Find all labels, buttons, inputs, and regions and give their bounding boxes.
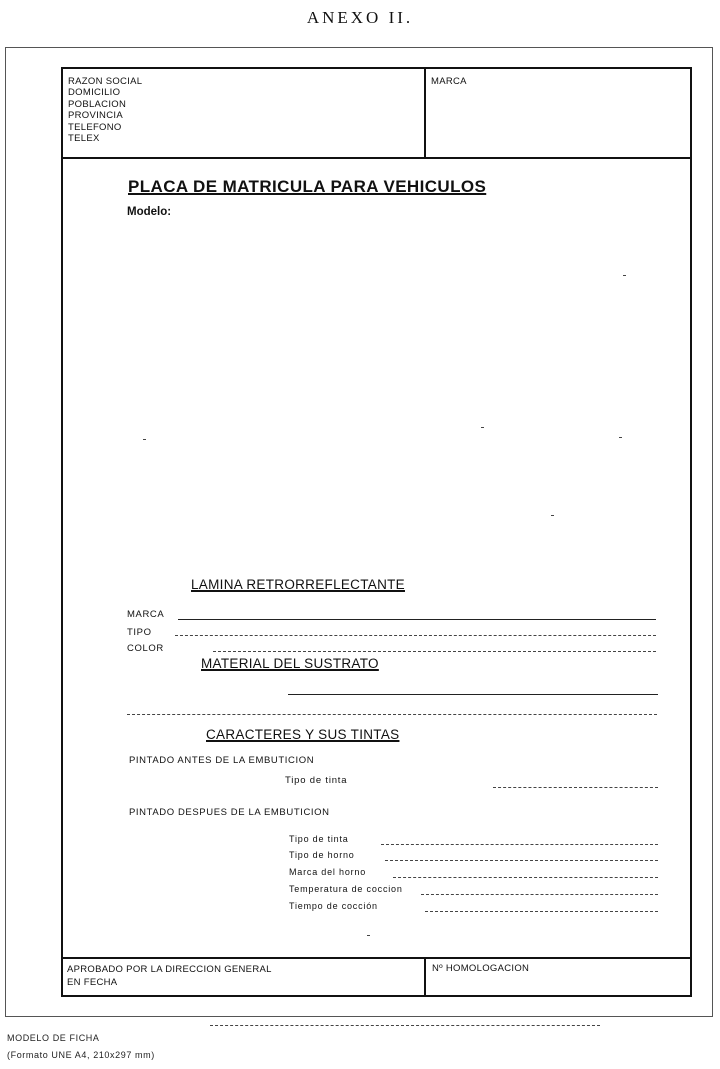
scan-speck [619, 437, 622, 438]
homologation-field: Nº HOMOLOGACION [432, 963, 530, 974]
despues-tipo-tinta-line [381, 844, 658, 845]
field-domicilio: DOMICILIO [68, 87, 121, 99]
company-fields [68, 76, 142, 144]
pintado-despues-label: PINTADO DESPUES DE LA EMBUTICION [129, 807, 330, 818]
antes-tipo-tinta-line [493, 787, 658, 788]
footer-divider [424, 959, 426, 995]
lamina-marca-line [178, 619, 656, 620]
lamina-tipo-line [175, 635, 656, 636]
approval-line-2: EN FECHA [67, 977, 118, 988]
header-divider [424, 69, 426, 157]
scan-speck [367, 935, 370, 936]
field-telefono: TELEFONO [68, 121, 122, 133]
field-razon-social: RAZON SOCIAL [68, 76, 143, 87]
caracteres-heading: CARACTERES Y SUS TINTAS [206, 727, 400, 742]
material-line-2 [127, 714, 657, 715]
despues-tipo-tinta-label: Tipo de tinta [289, 834, 349, 844]
lamina-color-line [213, 651, 656, 652]
scan-speck [481, 427, 484, 428]
scan-speck [623, 275, 626, 276]
lamina-marca-label: MARCA [127, 609, 165, 620]
tipo-horno-label: Tipo de horno [289, 850, 355, 860]
marca-horno-line [393, 877, 658, 878]
temperatura-line [421, 894, 658, 895]
lamina-heading: LAMINA RETRORREFLECTANTE [191, 577, 405, 592]
registration-form [61, 67, 692, 997]
material-heading: MATERIAL DEL SUSTRATO [201, 656, 379, 671]
tiempo-label: Tiempo de cocción [289, 901, 378, 911]
material-line-1 [288, 694, 658, 695]
lamina-color-label: COLOR [127, 643, 164, 654]
scan-speck [551, 515, 554, 516]
caption-line-1: MODELO DE FICHA [7, 1033, 100, 1043]
pintado-antes-label: PINTADO ANTES DE LA EMBUTICION [129, 755, 315, 766]
approval-line-1: APROBADO POR LA DIRECCION GENERAL [67, 964, 272, 975]
bottom-dash-line [210, 1025, 600, 1026]
modelo-label: Modelo: [127, 206, 172, 218]
approval-field [67, 963, 272, 989]
caption-line-2: (Formato UNE A4, 210x297 mm) [7, 1050, 155, 1060]
scan-speck [143, 439, 146, 440]
tiempo-line [425, 911, 658, 912]
marca-horno-label: Marca del horno [289, 867, 367, 877]
tipo-horno-line [385, 860, 658, 861]
form-header [63, 69, 690, 159]
temperatura-label: Temperatura de coccion [289, 884, 403, 894]
form-title: PLACA DE MATRICULA PARA VEHICULOS [128, 177, 487, 196]
field-telex: TELEX [68, 133, 100, 145]
brand-field: MARCA [431, 76, 467, 87]
annex-title: ANEXO II. [306, 8, 414, 27]
antes-tipo-tinta-label: Tipo de tinta [285, 775, 348, 786]
lamina-tipo-label: TIPO [127, 627, 152, 638]
field-provincia: PROVINCIA [68, 110, 123, 122]
field-poblacion: POBLACION [68, 98, 127, 110]
form-footer [63, 957, 690, 995]
